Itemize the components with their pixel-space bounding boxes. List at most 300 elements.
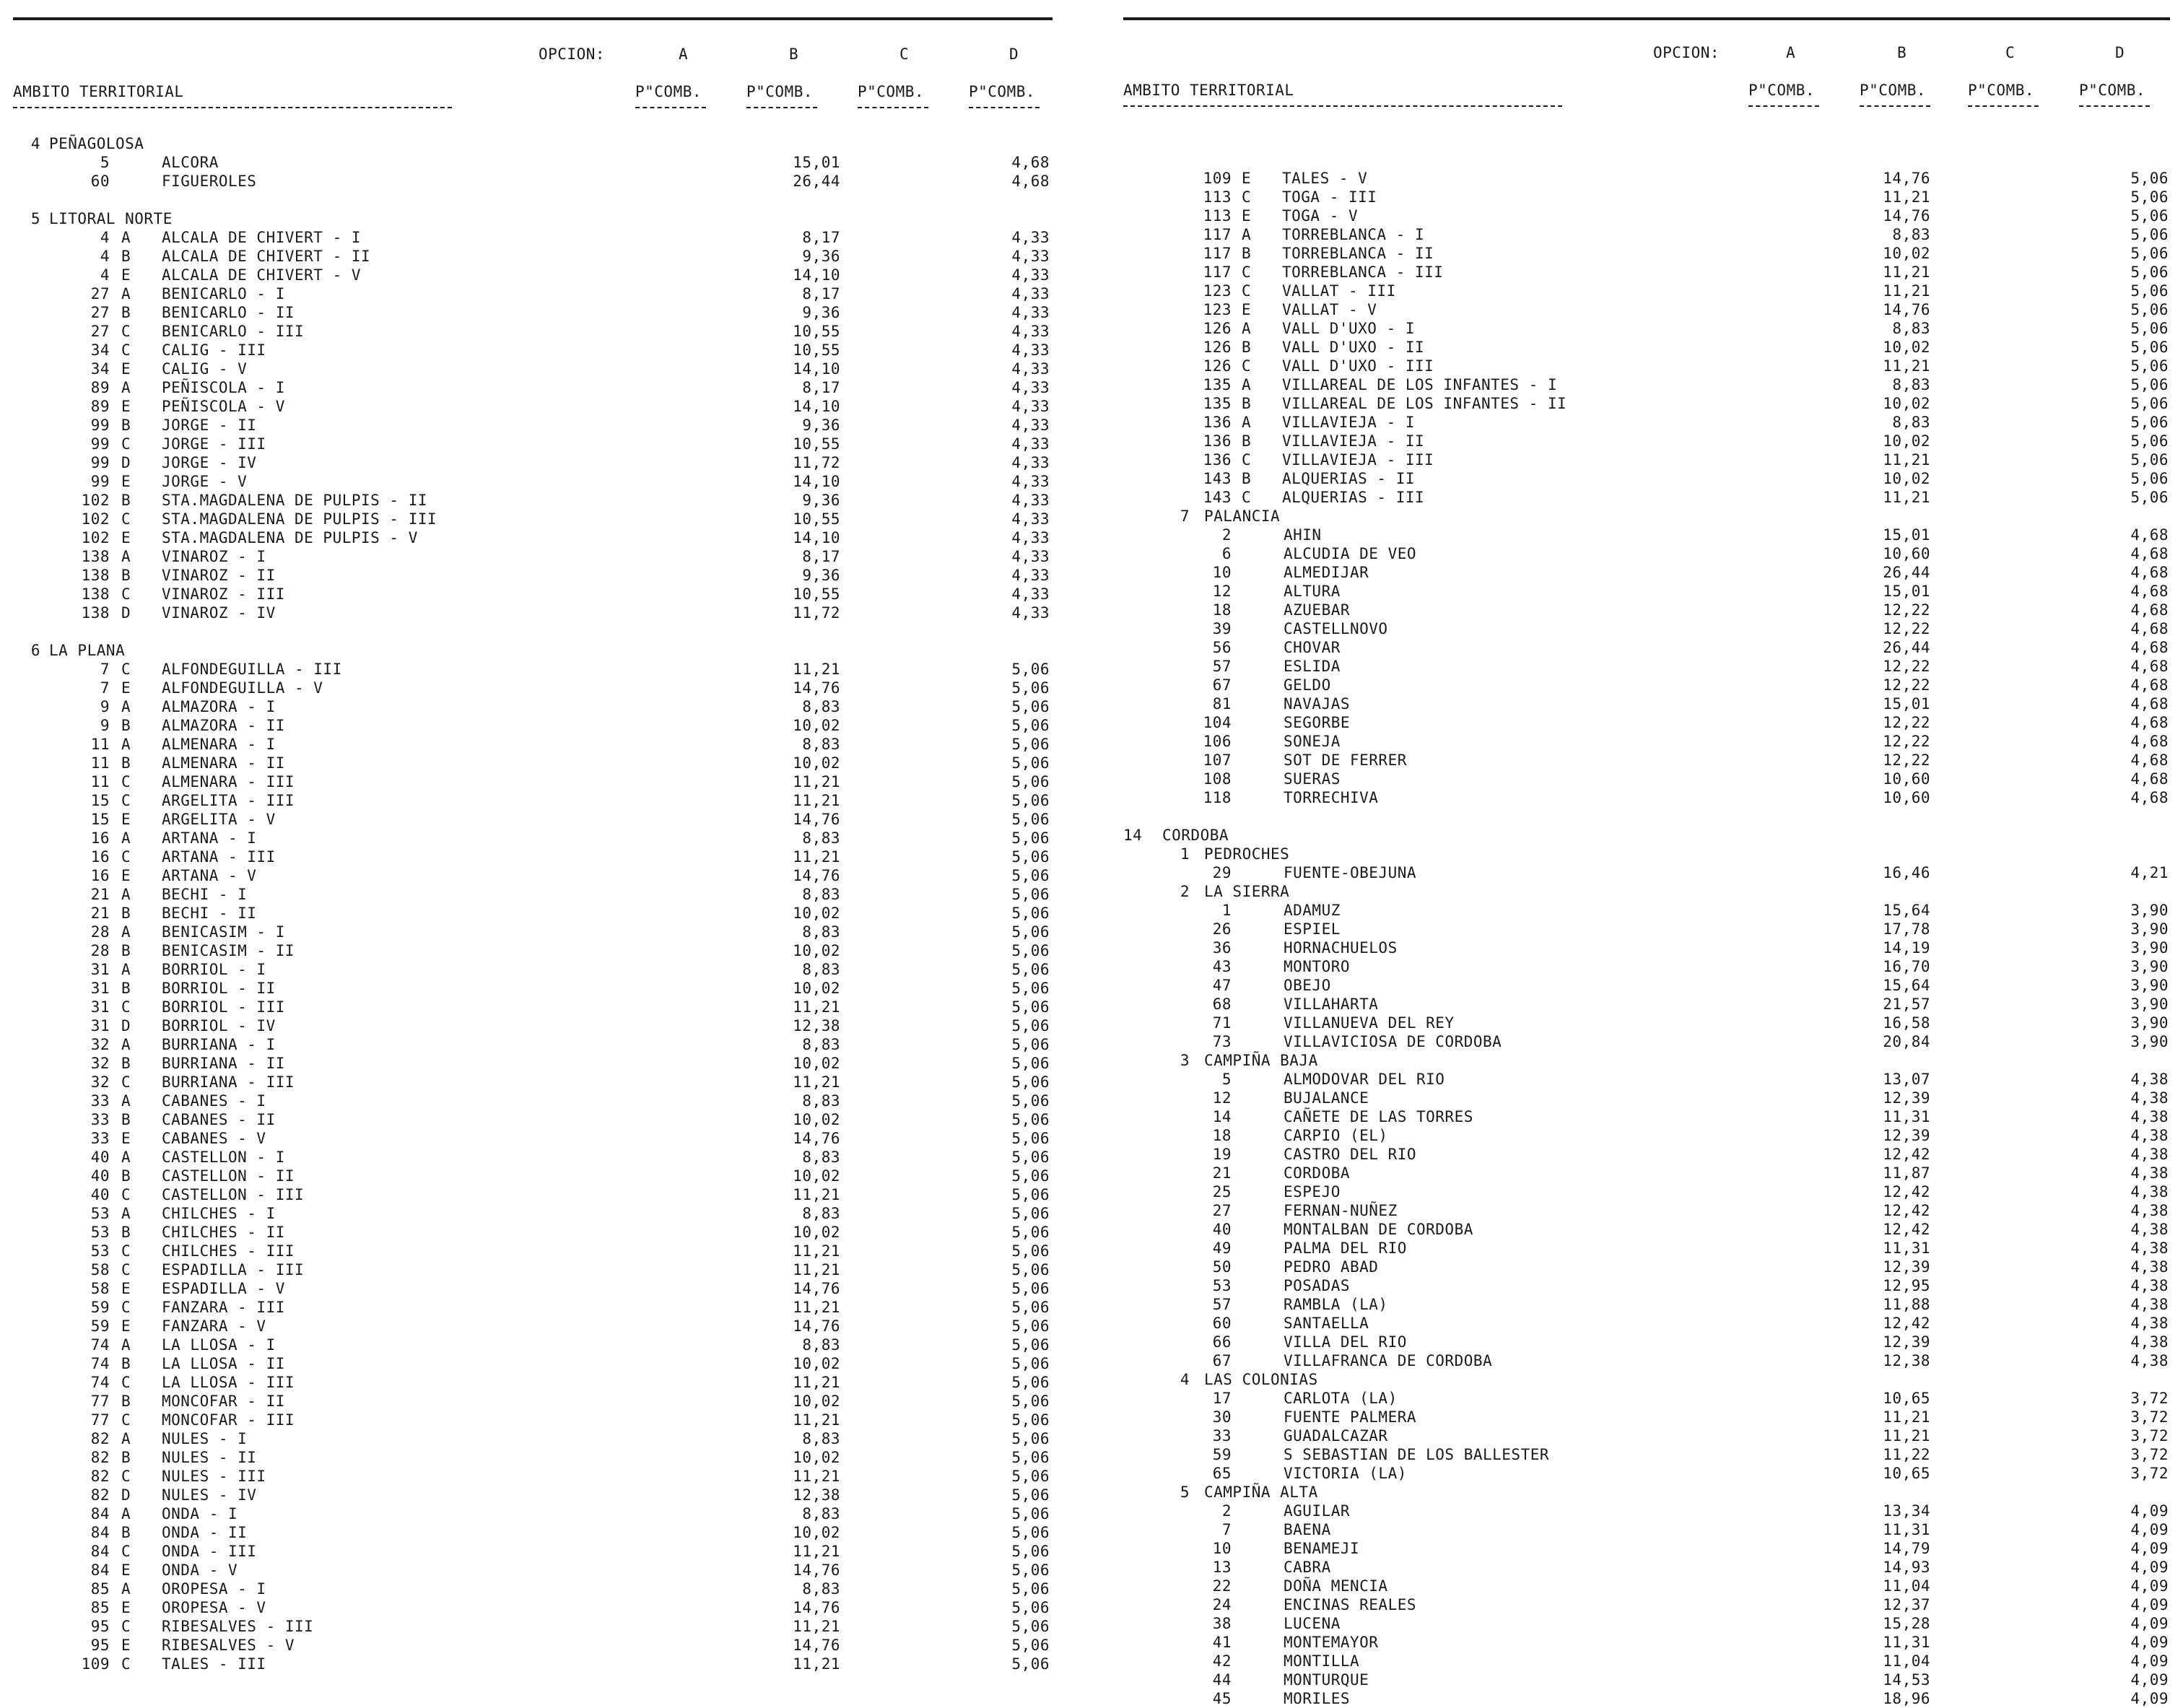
value-b: 10,02: [793, 980, 840, 997]
value-d: 5,06: [2130, 245, 2169, 262]
municipio-code: 113: [1203, 207, 1232, 225]
zone-letter: C: [121, 1655, 131, 1673]
municipio-code: 11: [90, 773, 110, 790]
municipio-name: ESPIEL: [1284, 920, 1341, 938]
table-row: [13, 998, 1053, 1016]
value-d: 4,33: [1011, 266, 1050, 284]
value-b: 11,21: [1883, 282, 1930, 300]
value-b: 10,02: [793, 942, 840, 959]
municipio-name: VILLAVIEJA - II: [1282, 432, 1425, 450]
value-d: 5,06: [1011, 1524, 1050, 1541]
right-page: [1123, 0, 2170, 1707]
value-b: 11,31: [1883, 1108, 1930, 1125]
value-d: 4,68: [2130, 639, 2169, 656]
ambito-underline: [13, 107, 452, 108]
value-b: 18,96: [1883, 1690, 1930, 1707]
value-d: 5,06: [1011, 698, 1050, 715]
zone-letter: E: [121, 529, 131, 546]
municipio-name: NAVAJAS: [1284, 695, 1351, 713]
zone-letter: A: [121, 961, 131, 978]
municipio-code: 108: [1203, 770, 1232, 788]
table-row: [13, 528, 1053, 547]
value-d: 5,06: [1011, 1017, 1050, 1034]
zone-letter: A: [121, 886, 131, 903]
table-row: [13, 923, 1053, 941]
zone-letter: C: [121, 848, 131, 866]
col-label-a: P"COMB.: [635, 83, 702, 100]
table-row: [13, 1260, 1053, 1279]
municipio-name: ALMEDIJAR: [1284, 564, 1369, 581]
municipio-name: VILLAREAL DE LOS INFANTES - II: [1282, 395, 1567, 412]
table-row: [13, 904, 1053, 923]
municipio-name: BUJALANCE: [1284, 1089, 1369, 1107]
value-d: 4,38: [2130, 1239, 2169, 1257]
value-d: 4,33: [1011, 548, 1050, 565]
municipio-name: LA LLOSA - III: [162, 1374, 295, 1391]
value-b: 15,01: [793, 154, 840, 171]
value-b: 11,21: [1883, 489, 1930, 506]
value-b: 8,83: [802, 1205, 840, 1222]
municipio-code: 123: [1203, 282, 1232, 300]
value-d: 5,06: [1011, 1468, 1050, 1485]
value-b: 11,04: [1883, 1577, 1930, 1595]
value-b: 8,17: [802, 285, 840, 302]
value-d: 5,06: [1011, 679, 1050, 697]
municipio-name: NULES - IV: [162, 1486, 257, 1504]
municipio-name: ESPEJO: [1284, 1183, 1341, 1201]
table-row: [13, 679, 1053, 697]
value-b: 12,39: [1883, 1333, 1930, 1351]
table-row: [13, 772, 1053, 791]
zone-letter: C: [1242, 489, 1252, 506]
value-b: 11,21: [1883, 263, 1930, 281]
value-d: 4,68: [2130, 620, 2169, 637]
municipio-name: ALCALA DE CHIVERT - I: [162, 229, 362, 246]
municipio-code: 81: [1212, 695, 1232, 713]
value-d: 5,06: [1011, 1355, 1050, 1372]
municipio-code: 7: [1221, 1521, 1232, 1538]
value-d: 5,06: [2130, 339, 2169, 356]
zone-letter: D: [121, 1017, 131, 1034]
municipio-name: FUENTE PALMERA: [1284, 1408, 1417, 1426]
value-d: 4,38: [2130, 1333, 2169, 1351]
value-d: 4,68: [2130, 770, 2169, 788]
value-d: 4,33: [1011, 360, 1050, 378]
value-d: 4,33: [1011, 304, 1050, 321]
zone-letter: A: [1242, 414, 1252, 431]
municipio-name: JORGE - II: [162, 417, 257, 434]
zone-letter: A: [121, 923, 131, 941]
value-d: 4,33: [1011, 567, 1050, 584]
value-d: 5,06: [2130, 207, 2169, 225]
municipio-code: 68: [1212, 995, 1232, 1013]
value-d: 4,33: [1011, 510, 1050, 528]
value-d: 4,33: [1011, 585, 1050, 603]
value-b: 14,76: [793, 1637, 840, 1654]
municipio-code: 28: [90, 942, 110, 959]
value-b: 14,76: [793, 1280, 840, 1297]
value-b: 26,44: [1883, 564, 1930, 581]
value-d: 4,68: [2130, 526, 2169, 544]
municipio-code: 138: [81, 548, 110, 565]
zone-letter: E: [1242, 301, 1252, 318]
province-number: 14: [1123, 827, 1143, 844]
value-d: 4,38: [2130, 1221, 2169, 1238]
comarca-number: 3: [1180, 1052, 1190, 1069]
table-row: [1123, 638, 2170, 657]
table-row: [1123, 300, 2170, 319]
zone-letter: E: [121, 1637, 131, 1654]
col-label-d: P"COMB.: [2079, 82, 2146, 99]
value-b: 11,31: [1883, 1239, 1930, 1257]
municipio-name: POSADAS: [1284, 1277, 1351, 1294]
value-d: 4,33: [1011, 398, 1050, 415]
value-d: 5,06: [2130, 470, 2169, 487]
zone-letter: C: [121, 435, 131, 453]
municipio-name: ENCINAS REALES: [1284, 1596, 1417, 1613]
value-d: 3,90: [2130, 1014, 2169, 1032]
table-row: [1123, 413, 2170, 432]
value-d: 4,09: [2130, 1521, 2169, 1538]
zone-letter: D: [121, 1486, 131, 1504]
zone-letter: B: [1242, 245, 1252, 262]
municipio-code: 11: [90, 736, 110, 753]
municipio-code: 17: [1212, 1390, 1232, 1407]
table-row: [13, 247, 1053, 266]
value-b: 8,83: [1892, 320, 1930, 337]
value-b: 11,21: [793, 1299, 840, 1316]
municipio-code: 10: [1212, 564, 1232, 581]
value-d: 4,09: [2130, 1577, 2169, 1595]
table-row: [13, 1317, 1053, 1336]
municipio-name: FUENTE-OBEJUNA: [1284, 864, 1417, 881]
municipio-code: 82: [90, 1468, 110, 1485]
municipio-name: ALMAZORA - I: [162, 698, 276, 715]
value-d: 4,09: [2130, 1615, 2169, 1632]
value-b: 11,21: [793, 792, 840, 809]
col-underline-d: [2079, 105, 2150, 107]
municipio-name: VALL D'UXO - III: [1282, 357, 1434, 375]
municipio-name: CARPIO (EL): [1284, 1127, 1388, 1144]
value-b: 14,76: [793, 679, 840, 697]
municipio-name: FANZARA - III: [162, 1299, 285, 1316]
comarca-heading: [1123, 1370, 2170, 1389]
option-b: B: [1897, 44, 1907, 61]
value-b: 10,02: [793, 1055, 840, 1072]
comarca-heading: [13, 209, 1053, 228]
value-b: 10,02: [1883, 245, 1930, 262]
zone-letter: B: [121, 1055, 131, 1072]
col-underline-d: [969, 107, 1040, 108]
municipio-name: TORREBLANCA - III: [1282, 263, 1444, 281]
value-d: 5,06: [1011, 1618, 1050, 1635]
municipio-name: OROPESA - I: [162, 1580, 266, 1598]
value-d: 4,38: [2130, 1071, 2169, 1088]
value-b: 12,38: [1883, 1352, 1930, 1369]
value-b: 10,55: [793, 323, 840, 340]
municipio-code: 34: [90, 360, 110, 378]
table-row: [13, 303, 1053, 322]
zone-letter: C: [1242, 188, 1252, 206]
table-row: [13, 1092, 1053, 1110]
municipio-code: 138: [81, 585, 110, 603]
table-row: [13, 1411, 1053, 1429]
municipio-name: VALL D'UXO - I: [1282, 320, 1416, 337]
table-row: [1123, 619, 2170, 638]
value-b: 8,83: [1892, 376, 1930, 393]
value-d: 4,68: [1011, 173, 1050, 190]
municipio-code: 10: [1212, 1540, 1232, 1557]
municipio-code: 99: [90, 435, 110, 453]
value-d: 3,72: [2130, 1465, 2169, 1482]
zone-letter: B: [1242, 470, 1252, 487]
municipio-code: 9: [100, 717, 110, 734]
zone-letter: A: [121, 379, 131, 396]
value-d: 5,06: [1011, 829, 1050, 847]
municipio-code: 59: [1212, 1446, 1232, 1463]
table-row: [13, 1298, 1053, 1317]
municipio-name: CASTELLON - II: [162, 1167, 295, 1185]
municipio-code: 6: [1221, 545, 1232, 562]
municipio-code: 84: [90, 1543, 110, 1560]
municipio-code: 31: [90, 1017, 110, 1034]
value-d: 4,09: [2130, 1634, 2169, 1651]
table-row: [13, 1523, 1053, 1542]
value-d: 5,06: [1011, 1261, 1050, 1278]
municipio-name: MONCOFAR - III: [162, 1411, 295, 1429]
municipio-name: NULES - I: [162, 1430, 248, 1447]
value-d: 5,06: [1011, 1224, 1050, 1241]
value-b: 8,83: [802, 1580, 840, 1598]
value-b: 11,21: [793, 1261, 840, 1278]
table-row: [13, 416, 1053, 435]
table-row: [1123, 1577, 2170, 1595]
municipio-name: CASTRO DEL RIO: [1284, 1146, 1417, 1163]
comarca-name: CAMPIÑA BAJA: [1204, 1052, 1318, 1069]
comarca-heading: [1123, 845, 2170, 863]
municipio-code: 53: [90, 1205, 110, 1222]
municipio-code: 99: [90, 417, 110, 434]
table-row: [1123, 901, 2170, 920]
municipio-code: 113: [1203, 188, 1232, 206]
municipio-code: 136: [1203, 414, 1232, 431]
table-row: [13, 697, 1053, 716]
municipio-name: JORGE - III: [162, 435, 266, 453]
value-b: 10,02: [1883, 432, 1930, 450]
municipio-code: 82: [90, 1449, 110, 1466]
value-d: 4,68: [2130, 601, 2169, 619]
table-row: [1123, 1539, 2170, 1558]
municipio-code: 59: [90, 1317, 110, 1335]
table-row: [1123, 1126, 2170, 1145]
municipio-code: 102: [81, 510, 110, 528]
left-page: [13, 0, 1053, 1693]
table-row: [1123, 957, 2170, 976]
table-row: [1123, 1239, 2170, 1258]
municipio-code: 38: [1212, 1615, 1232, 1632]
value-d: 4,09: [2130, 1690, 2169, 1707]
zone-letter: A: [121, 229, 131, 246]
opcion-label: OPCION:: [1653, 44, 1720, 61]
value-d: 4,68: [2130, 658, 2169, 675]
value-d: 5,06: [1011, 792, 1050, 809]
municipio-name: STA.MAGDALENA DE PULPIS - V: [162, 529, 418, 546]
municipio-name: CHILCHES - II: [162, 1224, 285, 1241]
table-row: [13, 491, 1053, 510]
option-b: B: [789, 45, 799, 63]
municipio-code: 84: [90, 1505, 110, 1522]
zone-letter: E: [1242, 207, 1252, 225]
value-d: 5,06: [1011, 905, 1050, 922]
table-row: [13, 1242, 1053, 1260]
municipio-name: CABANES - I: [162, 1092, 266, 1110]
comarca-name: LITORAL NORTE: [49, 210, 173, 227]
value-b: 12,22: [1883, 676, 1930, 694]
zone-letter: B: [121, 980, 131, 997]
row-gap: [1123, 807, 2170, 826]
municipio-name: ALFONDEGUILLA - V: [162, 679, 323, 697]
municipio-name: MONTURQUE: [1284, 1671, 1369, 1689]
municipio-name: ARTANA - III: [162, 848, 276, 866]
zone-letter: C: [121, 773, 131, 790]
right-table-body: [1123, 169, 2170, 1708]
municipio-name: MORILES: [1284, 1690, 1351, 1707]
value-b: 12,22: [1883, 620, 1930, 637]
zone-letter: A: [1242, 320, 1252, 337]
value-b: 11,31: [1883, 1521, 1930, 1538]
municipio-name: SONEJA: [1284, 733, 1341, 750]
comarca-name: LA PLANA: [49, 642, 126, 659]
municipio-code: 33: [90, 1130, 110, 1147]
municipio-code: 40: [90, 1186, 110, 1203]
municipio-name: CORDOBA: [1284, 1164, 1351, 1182]
municipio-name: MONTILLA: [1284, 1652, 1360, 1670]
row-gap: [13, 191, 1053, 209]
value-d: 5,06: [1011, 811, 1050, 828]
zone-letter: A: [1242, 226, 1252, 243]
value-d: 4,09: [2130, 1596, 2169, 1613]
municipio-name: RAMBLA (LA): [1284, 1296, 1388, 1313]
municipio-name: BENICASIM - I: [162, 923, 285, 941]
table-row: [1123, 920, 2170, 938]
table-row: [1123, 375, 2170, 394]
zone-letter: B: [1242, 395, 1252, 412]
municipio-name: PEÑISCOLA - I: [162, 379, 285, 396]
municipio-name: BENAMEJI: [1284, 1540, 1360, 1557]
municipio-code: 32: [90, 1073, 110, 1091]
table-row: [13, 1448, 1053, 1467]
municipio-name: MONCOFAR - II: [162, 1393, 285, 1410]
municipio-code: 9: [100, 698, 110, 715]
value-b: 9,36: [802, 492, 840, 509]
value-b: 14,10: [793, 266, 840, 284]
zone-letter: A: [1242, 376, 1252, 393]
table-row: [1123, 169, 2170, 188]
value-b: 8,83: [802, 923, 840, 941]
table-row: [1123, 976, 2170, 995]
value-b: 12,38: [793, 1486, 840, 1504]
table-row: [13, 848, 1053, 866]
municipio-name: OBEJO: [1284, 977, 1331, 994]
municipio-code: 16: [90, 829, 110, 847]
value-b: 8,83: [802, 1092, 840, 1110]
table-row: [1123, 450, 2170, 469]
value-d: 4,38: [2130, 1352, 2169, 1369]
value-b: 14,79: [1883, 1540, 1930, 1557]
municipio-name: BURRIANA - III: [162, 1073, 295, 1091]
municipio-code: 19: [1212, 1146, 1232, 1163]
value-d: 5,06: [1011, 1336, 1050, 1354]
value-d: 5,06: [1011, 1561, 1050, 1579]
municipio-name: SOT DE FERRER: [1284, 751, 1407, 769]
value-b: 12,22: [1883, 751, 1930, 769]
zone-letter: B: [1242, 339, 1252, 356]
municipio-name: VINAROZ - IV: [162, 604, 276, 622]
table-row: [13, 153, 1053, 172]
value-d: 4,68: [2130, 733, 2169, 750]
value-d: 4,38: [2130, 1202, 2169, 1219]
value-b: 20,84: [1883, 1033, 1930, 1050]
municipio-code: 31: [90, 961, 110, 978]
municipio-code: 33: [90, 1092, 110, 1110]
municipio-name: ARTANA - V: [162, 867, 257, 884]
municipio-code: 39: [1212, 620, 1232, 637]
municipio-name: PEDRO ABAD: [1284, 1258, 1379, 1276]
value-d: 3,90: [2130, 995, 2169, 1013]
value-d: 4,68: [2130, 751, 2169, 769]
municipio-code: 24: [1212, 1596, 1232, 1613]
value-b: 12,39: [1883, 1127, 1930, 1144]
municipio-name: TORREBLANCA - I: [1282, 226, 1425, 243]
table-row: [1123, 1164, 2170, 1182]
option-a: A: [679, 45, 689, 63]
value-d: 5,06: [1011, 1637, 1050, 1654]
value-d: 5,06: [1011, 1186, 1050, 1203]
value-b: 10,55: [793, 585, 840, 603]
municipio-code: 77: [90, 1393, 110, 1410]
value-d: 5,06: [2130, 263, 2169, 281]
value-b: 26,44: [1883, 639, 1930, 656]
value-b: 8,83: [802, 1430, 840, 1447]
value-b: 10,55: [793, 435, 840, 453]
municipio-code: 84: [90, 1524, 110, 1541]
municipio-name: ESPADILLA - V: [162, 1280, 285, 1297]
table-row: [13, 1486, 1053, 1504]
zone-letter: E: [1242, 170, 1252, 187]
zone-letter: B: [1242, 432, 1252, 450]
zone-letter: E: [121, 679, 131, 697]
col-underline-a: [1748, 105, 1819, 107]
municipio-code: 7: [100, 661, 110, 678]
row-gap: [13, 622, 1053, 641]
value-b: 12,42: [1883, 1146, 1930, 1163]
table-row: [13, 472, 1053, 491]
municipio-code: 66: [1212, 1333, 1232, 1351]
municipio-code: 4: [100, 266, 110, 284]
municipio-code: 74: [90, 1374, 110, 1391]
value-b: 15,28: [1883, 1615, 1930, 1632]
municipio-name: ALMODOVAR DEL RIO: [1284, 1071, 1445, 1088]
value-b: 9,36: [802, 304, 840, 321]
municipio-code: 107: [1203, 751, 1232, 769]
zone-letter: E: [121, 1561, 131, 1579]
value-d: 5,06: [1011, 736, 1050, 753]
zone-letter: C: [121, 792, 131, 809]
value-b: 12,42: [1883, 1202, 1930, 1219]
municipio-name: OROPESA - V: [162, 1599, 266, 1616]
value-b: 26,44: [793, 173, 840, 190]
value-d: 5,06: [1011, 1242, 1050, 1260]
